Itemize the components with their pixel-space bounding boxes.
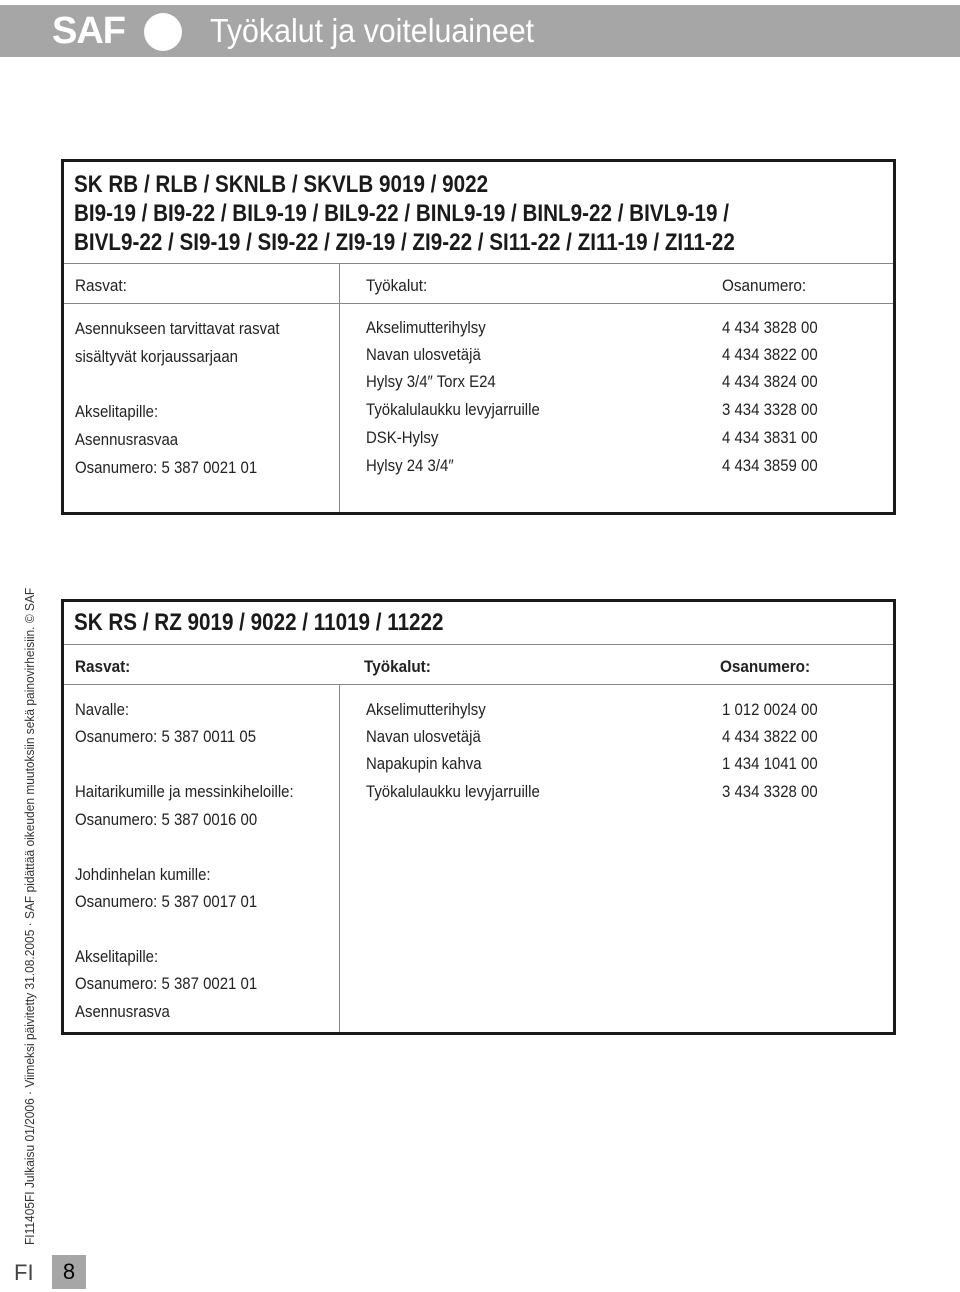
grease-line: Navalle:	[75, 700, 130, 719]
header-tools: Työkalut:	[364, 657, 431, 676]
section-1-table	[61, 159, 896, 515]
tool-name: Napakupin kahva	[366, 754, 482, 773]
tool-part: 4 434 3822 00	[722, 727, 818, 746]
divider	[64, 263, 893, 264]
divider	[64, 644, 893, 645]
grease-line: Osanumero: 5 387 0016 00	[75, 810, 258, 829]
tool-part: 3 434 3328 00	[722, 400, 818, 419]
tool-name: Navan ulosvetäjä	[366, 345, 481, 364]
tool-name: DSK-Hylsy	[366, 428, 439, 447]
grease-line: Osanumero: 5 387 0021 01	[75, 458, 258, 477]
tool-part: 4 434 3859 00	[722, 456, 818, 475]
grease-line: Asennukseen tarvittavat rasvat	[75, 319, 280, 338]
tool-part: 1 434 1041 00	[722, 754, 818, 773]
tool-name: Navan ulosvetäjä	[366, 727, 481, 746]
grease-line: sisältyvät korjaussarjaan	[75, 347, 238, 366]
column-divider	[339, 263, 340, 512]
grease-line: Osanumero: 5 387 0011 05	[75, 727, 257, 746]
page-number: 8	[52, 1255, 86, 1289]
divider	[64, 303, 893, 304]
tool-part: 3 434 3328 00	[722, 782, 818, 801]
header-grease: Rasvat:	[75, 657, 131, 676]
tool-name: Akselimutterihylsy	[366, 700, 486, 719]
grease-line: Akselitapille:	[75, 947, 159, 966]
tool-part: 4 434 3828 00	[722, 318, 818, 337]
page-header	[0, 5, 960, 57]
page-title: Työkalut ja voiteluaineet	[210, 12, 535, 49]
language-code: FI	[14, 1260, 34, 1285]
section-1-title-line-3: BIVL9-22 / SI9-19 / SI9-22 / ZI9-19 / ZI9-22 / SI11-22 / ZI11-19 / ZI11-22	[74, 229, 735, 256]
section-2-table	[61, 599, 896, 1035]
grease-line: Asennusrasvaa	[75, 430, 179, 449]
header-tools: Työkalut:	[366, 276, 428, 295]
grease-line: Osanumero: 5 387 0017 01	[75, 892, 258, 911]
section-1-title-line-2: BI9-19 / BI9-22 / BIL9-19 / BIL9-22 / BINL9-19 / BINL9-22 / BIVL9-19 /	[74, 200, 729, 227]
saf-logo: SAF	[52, 13, 192, 49]
side-legal-text: FI11405FI Julkaisu 01/2006 · Viimeksi päivitetty 31.08.2005 · SAF pidättää oikeuden muutoksiin sekä painovirheisiin. © SAF	[22, 587, 37, 1245]
tool-part: 1 012 0024 00	[722, 700, 818, 719]
tool-part: 4 434 3824 00	[722, 372, 818, 391]
grease-line: Osanumero: 5 387 0021 01	[75, 974, 258, 993]
grease-line: Akselitapille:	[75, 402, 159, 421]
tool-part: 4 434 3831 00	[722, 428, 818, 447]
header-part: Osanumero:	[720, 657, 811, 676]
section-1-title-line-1: SK RB / RLB / SKNLB / SKVLB 9019 / 9022	[74, 171, 489, 198]
column-divider	[339, 684, 340, 1032]
tool-name: Hylsy 3/4″ Torx E24	[366, 372, 496, 391]
tool-part: 4 434 3822 00	[722, 345, 818, 364]
tool-name: Työkalulaukku levyjarruille	[366, 782, 540, 801]
section-2-title: SK RS / RZ 9019 / 9022 / 11019 / 11222	[74, 609, 444, 636]
tool-name: Työkalulaukku levyjarruille	[366, 400, 540, 419]
divider	[64, 684, 893, 685]
tool-name: Hylsy 24 3/4″	[366, 456, 454, 475]
header-part: Osanumero:	[722, 276, 807, 295]
grease-line: Asennusrasva	[75, 1002, 170, 1021]
tool-name: Akselimutterihylsy	[366, 318, 486, 337]
grease-line: Haitarikumille ja messinkiheloille:	[75, 782, 294, 801]
logo-circle-icon	[144, 13, 182, 51]
header-grease: Rasvat:	[75, 276, 127, 295]
grease-line: Johdinhelan kumille:	[75, 865, 211, 884]
